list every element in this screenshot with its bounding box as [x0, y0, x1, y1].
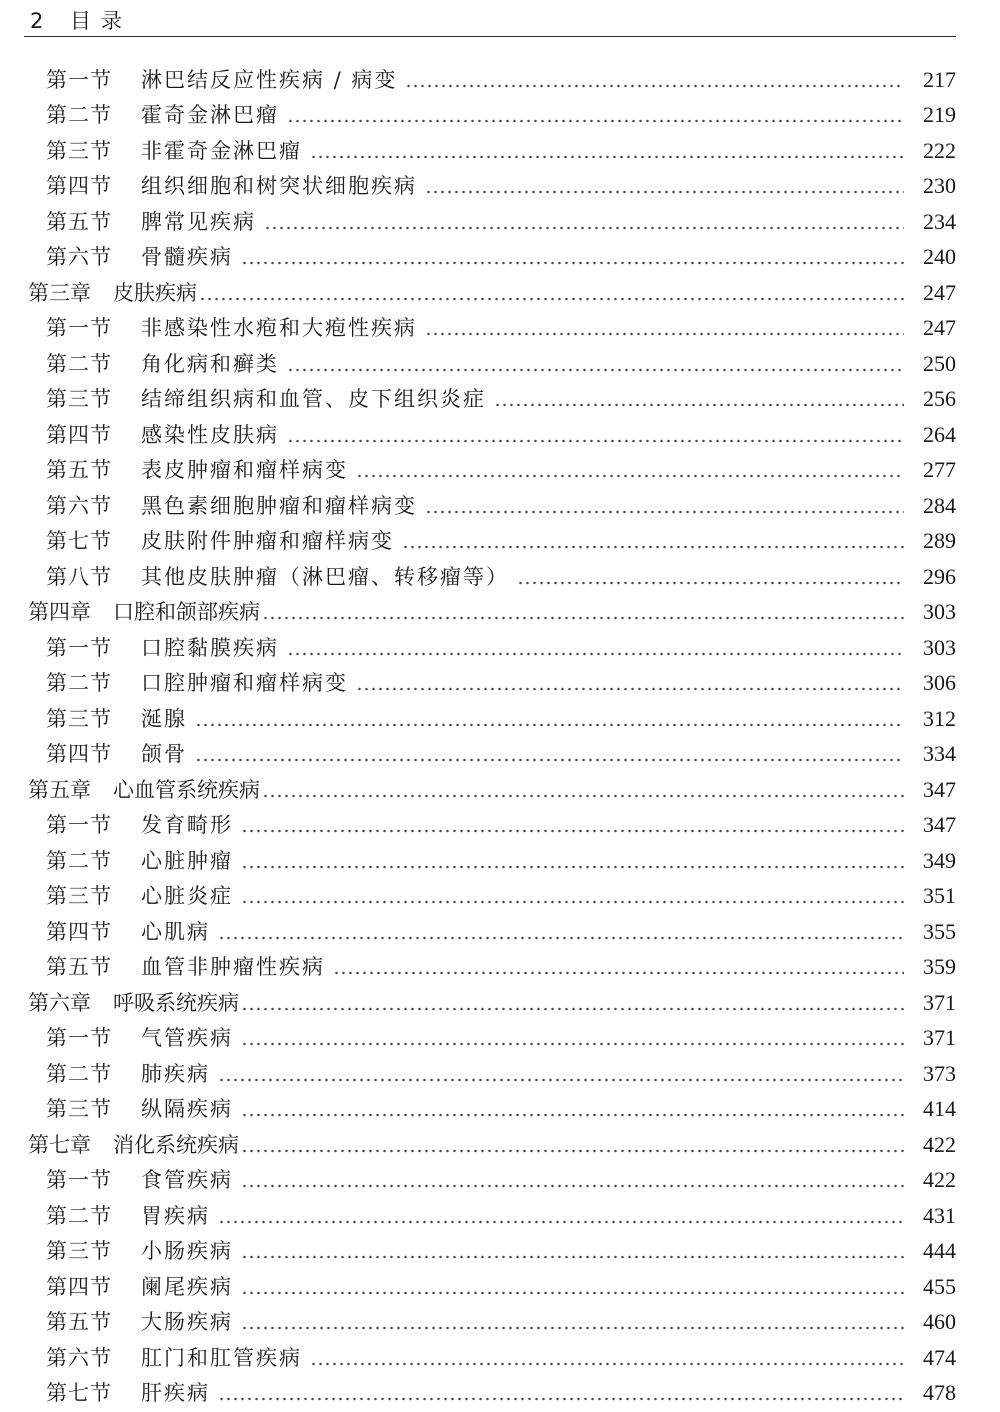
entry-page-number: 296	[923, 563, 956, 589]
toc-section-entry[interactable]	[0, 843, 1000, 879]
entry-label: 第四节	[46, 742, 112, 767]
toc-section-entry[interactable]	[0, 1163, 1000, 1199]
entry-label: 第七章	[28, 1132, 91, 1157]
entry-label: 第六节	[46, 1345, 112, 1370]
entry-page-number: 334	[923, 741, 956, 767]
dot-leader	[494, 386, 904, 412]
toc-section-entry[interactable]	[0, 1376, 1000, 1412]
entry-title: 纵隔疾病	[141, 1097, 233, 1122]
toc-section-entry[interactable]	[0, 62, 1000, 98]
entry-page-number: 422	[923, 1131, 956, 1157]
entry-label: 第三节	[46, 387, 112, 412]
toc-section-entry[interactable]	[0, 417, 1000, 453]
entry-label: 第二节	[46, 103, 112, 128]
entry-page-number: 247	[923, 279, 956, 305]
entry-title: 心肌病	[141, 919, 210, 944]
entry-label: 第二节	[46, 848, 112, 873]
entry-title: 表皮肿瘤和瘤样病变	[141, 458, 348, 483]
entry-label: 第一节	[46, 67, 112, 92]
entry-page-number: 303	[923, 599, 956, 625]
toc-section-entry[interactable]	[0, 240, 1000, 276]
entry-page-number: 351	[923, 883, 956, 909]
page-header	[24, 4, 956, 37]
entry-page-number: 230	[923, 173, 956, 199]
entry-label: 第一节	[46, 813, 112, 838]
entry-page-number: 359	[923, 954, 956, 980]
dot-leader	[218, 1380, 904, 1406]
entry-page-number: 355	[923, 918, 956, 944]
entry-title: 骨髓疾病	[141, 245, 233, 270]
entry-title: 其他皮肤肿瘤（淋巴瘤、转移瘤等）	[141, 564, 509, 589]
entry-page-number: 371	[923, 989, 956, 1015]
toc-section-entry[interactable]	[0, 1021, 1000, 1057]
dot-leader	[218, 1061, 904, 1087]
entry-label: 第四节	[46, 422, 112, 447]
dot-leader	[310, 1345, 904, 1371]
toc-chapter-entry[interactable]	[0, 595, 1000, 631]
toc-section-entry[interactable]	[0, 488, 1000, 524]
entry-page-number: 306	[923, 670, 956, 696]
dot-leader	[264, 209, 904, 235]
dot-leader	[262, 777, 904, 803]
toc-section-entry[interactable]	[0, 133, 1000, 169]
dot-leader	[241, 1096, 904, 1122]
toc-section-entry[interactable]	[0, 169, 1000, 205]
dot-leader	[241, 1132, 904, 1158]
entry-page-number: 414	[923, 1096, 956, 1122]
toc-section-entry[interactable]	[0, 1269, 1000, 1305]
entry-page-number: 478	[923, 1380, 956, 1406]
dot-leader	[218, 1203, 904, 1229]
dot-leader	[241, 1309, 904, 1335]
toc-chapter-entry[interactable]	[0, 985, 1000, 1021]
toc-chapter-entry[interactable]	[0, 772, 1000, 808]
dot-leader	[310, 138, 904, 164]
dot-leader	[241, 812, 904, 838]
dot-leader	[195, 741, 904, 767]
entry-title: 大肠疾病	[141, 1310, 233, 1335]
entry-label: 第五节	[46, 1310, 112, 1335]
entry-page-number: 474	[923, 1344, 956, 1370]
toc-section-entry[interactable]	[0, 98, 1000, 134]
toc-section-entry[interactable]	[0, 311, 1000, 347]
entry-page-number: 349	[923, 847, 956, 873]
entry-page-number: 431	[923, 1202, 956, 1228]
entry-label: 第三节	[46, 884, 112, 909]
toc-section-entry[interactable]	[0, 701, 1000, 737]
entry-label: 第一节	[46, 1168, 112, 1193]
entry-title: 心脏炎症	[141, 884, 233, 909]
entry-page-number: 222	[923, 137, 956, 163]
toc-section-entry[interactable]	[0, 1092, 1000, 1128]
entry-title: 结缔组织病和血管、皮下组织炎症	[141, 387, 486, 412]
entry-page-number: 371	[923, 1025, 956, 1051]
dot-leader	[241, 848, 904, 874]
dot-leader	[425, 493, 904, 519]
entry-title: 血管非肿瘤性疾病	[141, 955, 325, 980]
entry-label: 第四章	[28, 600, 91, 625]
toc-chapter-entry[interactable]	[0, 1127, 1000, 1163]
toc-section-entry[interactable]	[0, 879, 1000, 915]
entry-page-number: 455	[923, 1273, 956, 1299]
entry-title: 组织细胞和树突状细胞疾病	[141, 174, 417, 199]
entry-title: 气管疾病	[141, 1026, 233, 1051]
entry-title: 脾常见疾病	[141, 209, 256, 234]
entry-label: 第三节	[46, 1239, 112, 1264]
entry-page-number: 312	[923, 705, 956, 731]
dot-leader	[402, 528, 904, 554]
entry-title: 发育畸形	[141, 813, 233, 838]
entry-title: 小肠疾病	[141, 1239, 233, 1264]
toc-section-entry[interactable]	[0, 559, 1000, 595]
dot-leader	[425, 173, 904, 199]
dot-leader	[241, 244, 904, 270]
entry-label: 第五节	[46, 955, 112, 980]
entry-label: 第三节	[46, 1097, 112, 1122]
dot-leader	[405, 67, 904, 93]
toc-section-entry[interactable]	[0, 1340, 1000, 1376]
entry-page-number: 247	[923, 315, 956, 341]
entry-label: 第三节	[46, 138, 112, 163]
toc-section-entry[interactable]	[0, 737, 1000, 773]
toc-section-entry[interactable]	[0, 524, 1000, 560]
entry-label: 第四节	[46, 1274, 112, 1299]
toc-section-entry[interactable]	[0, 1234, 1000, 1270]
entry-page-number: 240	[923, 244, 956, 270]
toc-section-entry[interactable]	[0, 204, 1000, 240]
toc-section-entry[interactable]	[0, 1198, 1000, 1234]
entry-page-number: 234	[923, 208, 956, 234]
entry-page-number: 277	[923, 457, 956, 483]
dot-leader	[241, 1274, 904, 1300]
entry-title: 黑色素细胞肿瘤和瘤样病变	[141, 493, 417, 518]
entry-label: 第一节	[46, 316, 112, 341]
toc-section-entry[interactable]	[0, 453, 1000, 489]
entry-page-number: 444	[923, 1238, 956, 1264]
dot-leader	[241, 1167, 904, 1193]
entry-label: 第六节	[46, 245, 112, 270]
entry-title: 肛门和肛管疾病	[141, 1345, 302, 1370]
entry-page-number: 250	[923, 350, 956, 376]
toc-section-entry[interactable]	[0, 666, 1000, 702]
toc-section-entry[interactable]	[0, 382, 1000, 418]
dot-leader	[287, 102, 904, 128]
entry-title: 口腔和颌部疾病	[113, 600, 260, 625]
dot-leader	[425, 315, 904, 341]
entry-label: 第二节	[46, 1203, 112, 1228]
entry-title: 涎腺	[141, 706, 187, 731]
entry-page-number: 289	[923, 528, 956, 554]
dot-leader	[199, 280, 904, 306]
entry-title: 消化系统疾病	[113, 1132, 239, 1157]
entry-title: 非感染性水疱和大疱性疾病	[141, 316, 417, 341]
entry-label: 第八节	[46, 564, 112, 589]
entry-page-number: 217	[923, 66, 956, 92]
dot-leader	[287, 635, 904, 661]
dot-leader	[333, 954, 904, 980]
dot-leader	[241, 1025, 904, 1051]
entry-page-number: 303	[923, 634, 956, 660]
entry-label: 第四节	[46, 919, 112, 944]
entry-title: 胃疾病	[141, 1203, 210, 1228]
entry-page-number: 347	[923, 776, 956, 802]
entry-label: 第七节	[46, 529, 112, 554]
entry-title: 皮肤疾病	[113, 280, 197, 305]
entry-page-number: 373	[923, 1060, 956, 1086]
dot-leader	[287, 351, 904, 377]
entry-title: 口腔肿瘤和瘤样病变	[141, 671, 348, 696]
header-title: 目录	[70, 9, 132, 33]
entry-label: 第一节	[46, 635, 112, 660]
dot-leader	[356, 457, 904, 483]
dot-leader	[241, 1238, 904, 1264]
entry-title: 皮肤附件肿瘤和瘤样病变	[141, 529, 394, 554]
toc-section-entry[interactable]	[0, 346, 1000, 382]
entry-title: 淋巴结反应性疾病 / 病变	[141, 67, 398, 92]
toc-section-entry[interactable]	[0, 950, 1000, 986]
entry-page-number: 347	[923, 812, 956, 838]
entry-label: 第二节	[46, 1061, 112, 1086]
entry-label: 第六章	[28, 990, 91, 1015]
entry-page-number: 256	[923, 386, 956, 412]
entry-title: 霍奇金淋巴瘤	[141, 103, 279, 128]
toc-section-entry[interactable]	[0, 914, 1000, 950]
toc-section-entry[interactable]	[0, 630, 1000, 666]
entry-page-number: 284	[923, 492, 956, 518]
dot-leader	[241, 883, 904, 909]
entry-label: 第五节	[46, 209, 112, 234]
entry-title: 颌骨	[141, 742, 187, 767]
entry-page-number: 460	[923, 1309, 956, 1335]
entry-label: 第二节	[46, 351, 112, 376]
entry-label: 第三节	[46, 706, 112, 731]
toc-section-entry[interactable]	[0, 808, 1000, 844]
dot-leader	[218, 919, 904, 945]
entry-title: 心血管系统疾病	[113, 777, 260, 802]
dot-leader	[241, 990, 904, 1016]
entry-label: 第五节	[46, 458, 112, 483]
table-of-contents	[0, 62, 1000, 1411]
entry-title: 角化病和癣类	[141, 351, 279, 376]
toc-section-entry[interactable]	[0, 1056, 1000, 1092]
entry-page-number: 264	[923, 421, 956, 447]
entry-title: 心脏肿瘤	[141, 848, 233, 873]
toc-chapter-entry[interactable]	[0, 275, 1000, 311]
dot-leader	[195, 706, 904, 732]
toc-section-entry[interactable]	[0, 1305, 1000, 1341]
entry-title: 感染性皮肤病	[141, 422, 279, 447]
dot-leader	[262, 599, 904, 625]
entry-title: 肝疾病	[141, 1381, 210, 1406]
entry-label: 第五章	[28, 777, 91, 802]
entry-title: 肺疾病	[141, 1061, 210, 1086]
entry-page-number: 422	[923, 1167, 956, 1193]
dot-leader	[356, 670, 904, 696]
entry-label: 第四节	[46, 174, 112, 199]
entry-title: 非霍奇金淋巴瘤	[141, 138, 302, 163]
entry-label: 第二节	[46, 671, 112, 696]
dot-leader	[517, 564, 904, 590]
entry-page-number: 219	[923, 102, 956, 128]
entry-label: 第六节	[46, 493, 112, 518]
page-number: 2	[30, 9, 44, 33]
entry-title: 口腔黏膜疾病	[141, 635, 279, 660]
entry-label: 第三章	[28, 280, 91, 305]
entry-label: 第一节	[46, 1026, 112, 1051]
entry-title: 呼吸系统疾病	[113, 990, 239, 1015]
entry-title: 食管疾病	[141, 1168, 233, 1193]
dot-leader	[287, 422, 904, 448]
entry-label: 第七节	[46, 1381, 112, 1406]
entry-title: 阑尾疾病	[141, 1274, 233, 1299]
